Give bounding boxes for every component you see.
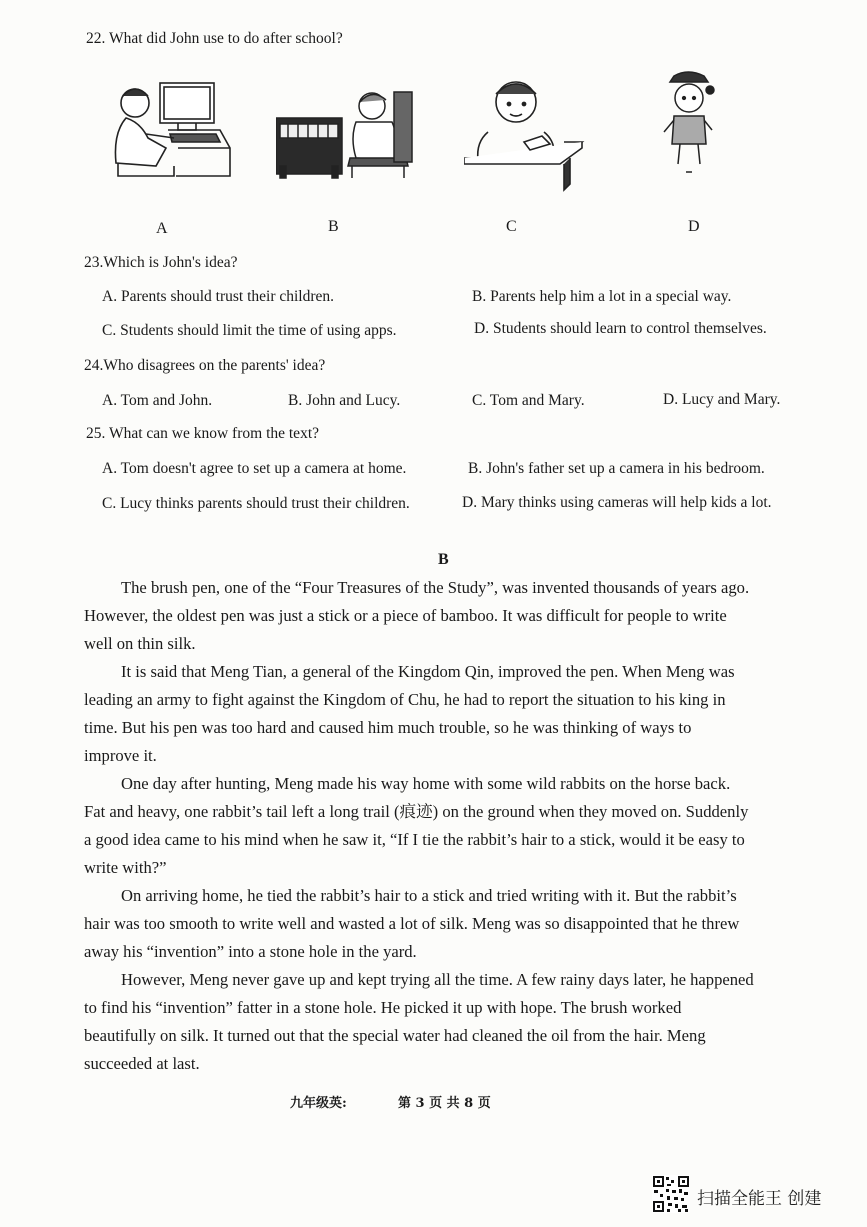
paragraph-4-line-3: away his “invention” into a stone hole in the yard. [84,942,417,961]
option-24-a[interactable]: A. Tom and John. [102,392,213,409]
picture-label-d[interactable]: D [688,218,700,235]
option-24-c[interactable]: C. Tom and Mary. [472,392,585,409]
paragraph-2-line-1: It is said that Meng Tian, a general of the Kingdom Qin, improved the pen. When Meng was [121,662,735,681]
footer-page-number: 第 3 页 共 8 页 [398,1096,491,1111]
option-24-b[interactable]: B. John and Lucy. [288,392,401,409]
option-25-a[interactable]: A. Tom doesn't agree to set up a camera at home. [102,460,407,477]
question-24: 24.Who disagrees on the parents' idea? [84,357,326,374]
passage-body [84,574,819,1078]
boy-at-computer-icon [108,78,236,182]
picture-label-a[interactable]: A [156,220,168,237]
paragraph-2-line-4: improve it. [84,746,157,765]
paragraph-3-line-3: a good idea came to his mind when he saw it, “If I tie the rabbit’s hair to a stick, would it be easy to [84,830,745,849]
paragraph-1-line-1: The brush pen, one of the “Four Treasures of the Study”, was invented thousands of years ago. [121,578,750,597]
option-25-c[interactable]: C. Lucy thinks parents should trust their children. [102,495,410,512]
boy-reading-at-desk-icon [464,76,586,192]
question-25: 25. What can we know from the text? [86,425,319,442]
option-23-a[interactable]: A. Parents should trust their children. [102,288,335,305]
option-25-b[interactable]: B. John's father set up a camera in his bedroom. [468,460,765,477]
paragraph-5-line-3: beautifully on silk. It turned out that the special water had cleaned the oil from the hair. Meng [84,1026,706,1045]
watermark-text: 扫描全能王 创建 [697,1189,822,1209]
question-23: 23.Which is John's idea? [84,254,238,271]
paragraph-5-line-1: However, Meng never gave up and kept trying all the time. A few rainy days later, he happened [121,970,754,989]
passage-title: B [438,551,449,568]
paragraph-4-line-1: On arriving home, he tied the rabbit’s hair to a stick and tried writing with it. But the rabbit’s [121,886,737,905]
footer-subject: 九年级英: [290,1096,347,1111]
option-24-d[interactable]: D. Lucy and Mary. [663,391,781,408]
question-22: 22. What did John use to do after school? [86,30,343,47]
picture-label-c[interactable]: C [506,218,517,235]
option-25-d[interactable]: D. Mary thinks using cameras will help kids a lot. [462,494,772,511]
paragraph-3-line-1: One day after hunting, Meng made his way home with some wild rabbits on the horse back. [121,774,731,793]
option-23-b[interactable]: B. Parents help him a lot in a special way. [472,288,732,305]
option-23-d[interactable]: D. Students should learn to control themselves. [474,320,767,337]
picture-label-b[interactable]: B [328,218,339,235]
paragraph-4-line-2: hair was too smooth to write well and wasted a lot of silk. Meng was so disappointed that he threw [84,914,740,933]
paragraph-3-line-2: Fat and heavy, one rabbit’s tail left a long trail (痕迹) on the ground when they moved on. Suddenly [84,802,749,821]
qr-code-icon [652,1175,690,1213]
paragraph-1-line-2: However, the oldest pen was just a stick or a piece of bamboo. It was difficult for people to write [84,606,727,625]
boy-standing-icon [656,68,720,184]
paragraph-1-line-3: well on thin silk. [84,634,196,653]
paragraph-2-line-2: leading an army to fight against the Kingdom of Chu, he had to report the situation to his king in [84,690,726,709]
paragraph-2-line-3: time. But his pen was too hard and caused him much trouble, so he was thinking of ways to [84,718,692,737]
paragraph-3-line-4: write with?” [84,858,167,877]
child-playing-piano-icon [276,88,416,180]
paragraph-5-line-4: succeeded at last. [84,1054,200,1073]
paragraph-5-line-2: to find his “invention” fatter in a stone hole. He picked it up with hope. The brush worked [84,998,682,1017]
option-23-c[interactable]: C. Students should limit the time of using apps. [102,322,397,339]
